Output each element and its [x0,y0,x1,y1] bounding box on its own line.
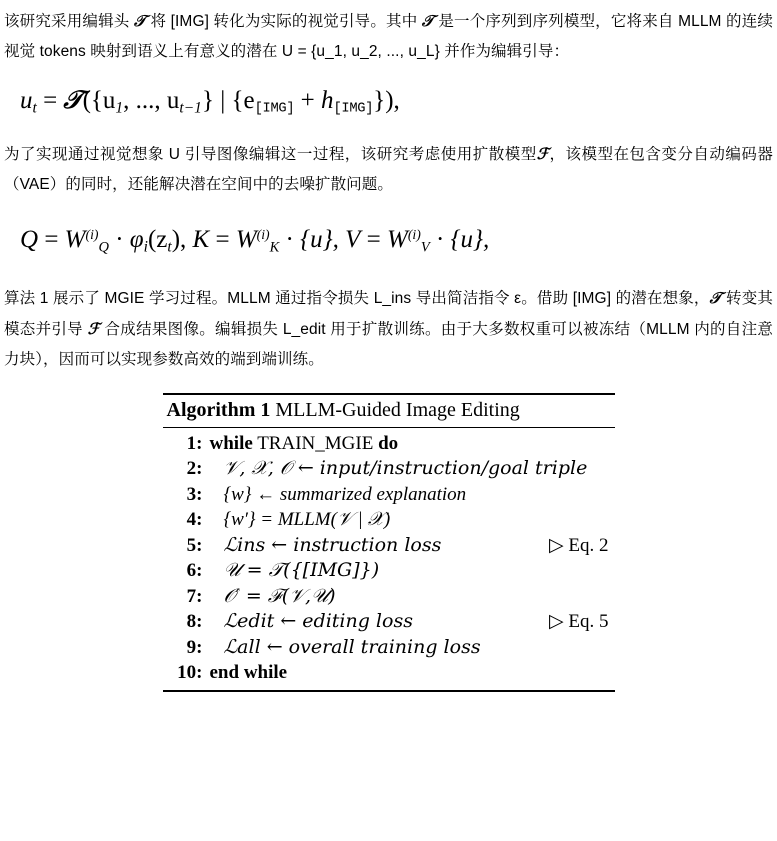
line-comment: ▷ Eq. 2 [549,534,609,556]
eq2-wq-sub: Q [98,239,109,256]
algorithm-block [163,393,615,692]
paragraph-1-text-a: 该研究采用编辑头 [4,13,134,30]
eq2-wv: W [387,226,408,254]
algorithm-line [163,431,615,457]
line-code: 𝒪′ = ℱ(𝒱,𝒰) [223,584,336,607]
eq1-set-close: } [201,87,214,114]
paragraph-2 [4,139,773,200]
line-number: 7: [186,585,203,607]
eq2-dot-1: · [115,226,124,254]
eq1-cond-close: }), [373,87,400,114]
eq2-zt-sub: t [167,238,172,256]
line-code: ℒedit ← editing loss [223,610,413,633]
algorithm-line [163,584,615,610]
line-number: 1: [186,432,203,454]
loop-target: TRAIN_MGIE [257,432,374,454]
paragraph-2-text-a: 为了实现通过视觉想象 U 引导图像编辑这一过程，该研究考虑使用扩散模型 [4,146,537,164]
eq1-set1-sub: 1 [115,99,124,117]
paragraph-2-text-b: ，该模型在包含变分自动编码器（VAE）的同时，还能解决潜在空间中的去噪扩散问题。 [4,146,774,194]
eq2-wk-sub: K [269,239,280,256]
eq2-k: K [192,226,210,254]
eq1-lhs-var: u [20,87,33,114]
keyword-while: while [209,432,253,454]
eq2-u-set-2: {u}, [450,226,490,254]
eq2-wq-sup: (i) [85,227,99,243]
eq1-func: 𝒯 [63,85,83,114]
algorithm-title-text: MLLM-Guided Image Editing [275,398,520,421]
symbol-editing-head-3: 𝒯 [709,287,722,307]
line-code: end while [209,662,288,684]
line-code: {w} ← summarized explanation [223,483,467,505]
eq2-zt-open: (z [147,226,168,254]
algorithm-line [163,456,615,482]
algorithm-lines [163,428,615,690]
eq2-v: V [345,226,361,254]
line-number: 4: [186,509,203,531]
line-code [210,431,615,457]
eq2-dot-2: · [285,226,294,254]
algorithm-line [163,507,615,533]
eq1-op: = [43,87,58,114]
paragraph-3-text-a: 算法 1 展示了 MGIE 学习过程。MLLM 通过指令损失 L_ins 导出简洁指令 ε。借助 [IMG] 的潜在想象， [4,289,710,307]
equation-1 [20,85,773,117]
eq2-q: Q [20,226,39,254]
eq2-phi-sub: i [143,238,148,256]
eq2-op-1: = [44,226,59,254]
eq2-u-set-1: {u}, [300,226,339,254]
algorithm-title [163,395,615,428]
eq1-set-open: ({u [82,87,116,114]
algorithm-line [163,558,615,584]
algorithm-line [163,660,615,686]
algorithm-box [163,393,615,692]
eq2-zt-close: ), [171,226,187,254]
equation-2 [20,226,773,256]
paragraph-1-text-c: 是一个序列到序列模型，它将来自 MLLM 的连续视觉 tokens 映射到语义上有意义的潜在 U = {u_1, u_2, ..., u_L} 并作为编辑引导： [4,13,774,60]
eq2-wk-sup: (i) [256,227,270,243]
symbol-editing-head-2: 𝒯 [421,11,434,30]
eq1-plus: + [300,87,315,114]
line-number: 3: [186,483,203,505]
line-code: 𝒰 = 𝒯({[IMG]}) [223,559,380,582]
keyword-do: do [378,432,399,454]
symbol-diffusion-model-2: ℱ [87,318,100,338]
eq1-cond1-sub: [IMG] [254,101,295,117]
eq2-wk: W [235,226,257,254]
eq1-cond2: h [320,87,334,114]
algorithm-line [163,482,615,508]
line-code: 𝒱, 𝒳, 𝒪 ← input/instruction/goal triple [223,457,588,480]
eq2-op-3: = [366,226,381,254]
line-code: ℒins ← instruction loss [223,533,442,556]
algorithm-line [163,609,615,635]
eq1-set2-sub: t−1 [179,99,202,117]
eq1-set-mid: , ..., u [123,87,180,114]
eq2-phi: φ [129,226,144,254]
algorithm-line [163,533,615,559]
eq2-op-2: = [215,226,230,254]
paragraph-3 [4,283,773,375]
eq1-bar: | [220,87,226,114]
line-number: 10: [177,662,203,684]
eq2-wv-sub: V [420,239,430,256]
algorithm-line [163,635,615,661]
paragraph-1-text-b: 将 [IMG] 转化为实际的视觉引导。其中 [145,13,422,30]
eq2-wv-sup: (i) [407,227,421,243]
line-code: ℒall ← overall training loss [223,635,481,658]
paragraph-3-text-c: 合成结果图像。编辑损失 L_edit 用于扩散训练。由于大多数权重可以被冻结（MLLM 内的自注意力块），因而可以实现参数高效的端到端训练。 [4,320,773,368]
symbol-editing-head: 𝒯 [133,11,146,30]
paragraph-1 [4,6,773,67]
line-code: {w′} = MLLM(𝒱 | 𝒳) [223,509,391,531]
eq2-dot-3: · [435,226,445,254]
algorithm-label: Algorithm 1 [166,398,271,421]
eq1-lhs-sub: t [32,99,37,117]
line-number: 8: [186,611,203,633]
eq1-cond-open: {e [231,87,255,114]
symbol-diffusion-model: ℱ [536,144,550,164]
line-number: 9: [186,636,203,658]
eq2-wq: W [64,226,86,254]
line-number: 2: [186,458,203,480]
line-comment: ▷ Eq. 5 [549,611,609,633]
eq1-cond2-sub: [IMG] [333,101,374,117]
line-number: 6: [186,560,203,582]
line-number: 5: [186,534,203,556]
paragraph-3-text-b: 转变其模态并引导 [4,289,773,338]
